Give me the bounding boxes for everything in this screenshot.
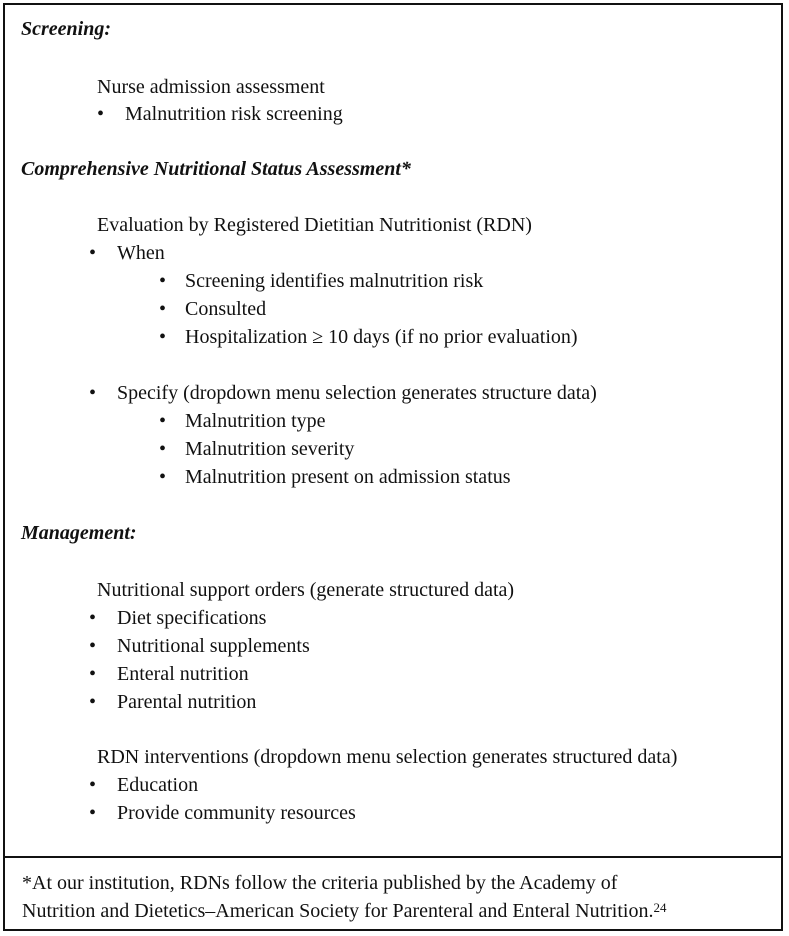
footnote-line-2: [22, 897, 666, 925]
list-item: Nutritional supplements: [117, 635, 310, 657]
bullet-icon: •: [159, 326, 167, 348]
bullet-icon: •: [89, 242, 97, 264]
list-item: Education: [117, 774, 199, 796]
assessment-subheading: Evaluation by Registered Dietitian Nutritionist (RDN): [97, 214, 532, 236]
footnote-divider: [5, 856, 781, 858]
list-item: Malnutrition severity: [185, 438, 355, 460]
bullet-icon: •: [89, 774, 97, 796]
list-item: Screening identifies malnutrition risk: [185, 270, 484, 292]
orders-label: Nutritional support orders (generate structured data): [97, 579, 515, 601]
screening-heading: Screening:: [21, 18, 111, 40]
interventions-label: RDN interventions (dropdown menu selection generates structured data): [97, 746, 678, 768]
screening-subheading: Nurse admission assessment: [97, 76, 325, 98]
bullet-icon: •: [89, 663, 97, 685]
specify-label: Specify (dropdown menu selection generates structure data): [117, 382, 597, 404]
list-item: Enteral nutrition: [117, 663, 249, 685]
bullet-icon: •: [159, 410, 167, 432]
bullet-icon: •: [159, 270, 167, 292]
bullet-icon: •: [89, 691, 97, 713]
when-label: When: [117, 242, 165, 264]
list-item: Malnutrition type: [185, 410, 326, 432]
bullet-icon: •: [159, 298, 167, 320]
bullet-icon: •: [89, 607, 97, 629]
list-item: Provide community resources: [117, 802, 356, 824]
list-item: Malnutrition risk screening: [125, 103, 343, 125]
bullet-icon: •: [89, 382, 97, 404]
management-heading: Management:: [21, 522, 137, 544]
bullet-icon: •: [97, 103, 105, 125]
list-item: Parental nutrition: [117, 691, 257, 713]
list-item: Consulted: [185, 298, 267, 320]
bullet-icon: •: [89, 635, 97, 657]
footnote-line-1: *At our institution, RDNs follow the criteria published by the Academy of: [22, 872, 618, 894]
content-box: [3, 3, 783, 931]
assessment-heading: Comprehensive Nutritional Status Assessment*: [21, 158, 411, 180]
list-item: Hospitalization ≥ 10 days (if no prior evaluation): [185, 326, 578, 348]
list-item: Malnutrition present on admission status: [185, 466, 511, 488]
bullet-icon: •: [159, 466, 167, 488]
footnote-reference: 24: [653, 900, 667, 915]
list-item: Diet specifications: [117, 607, 267, 629]
bullet-icon: •: [159, 438, 167, 460]
footnote-text: Nutrition and Dietetics–American Society for Parenteral and Enteral Nutrition.: [22, 900, 654, 922]
bullet-icon: •: [89, 802, 97, 824]
